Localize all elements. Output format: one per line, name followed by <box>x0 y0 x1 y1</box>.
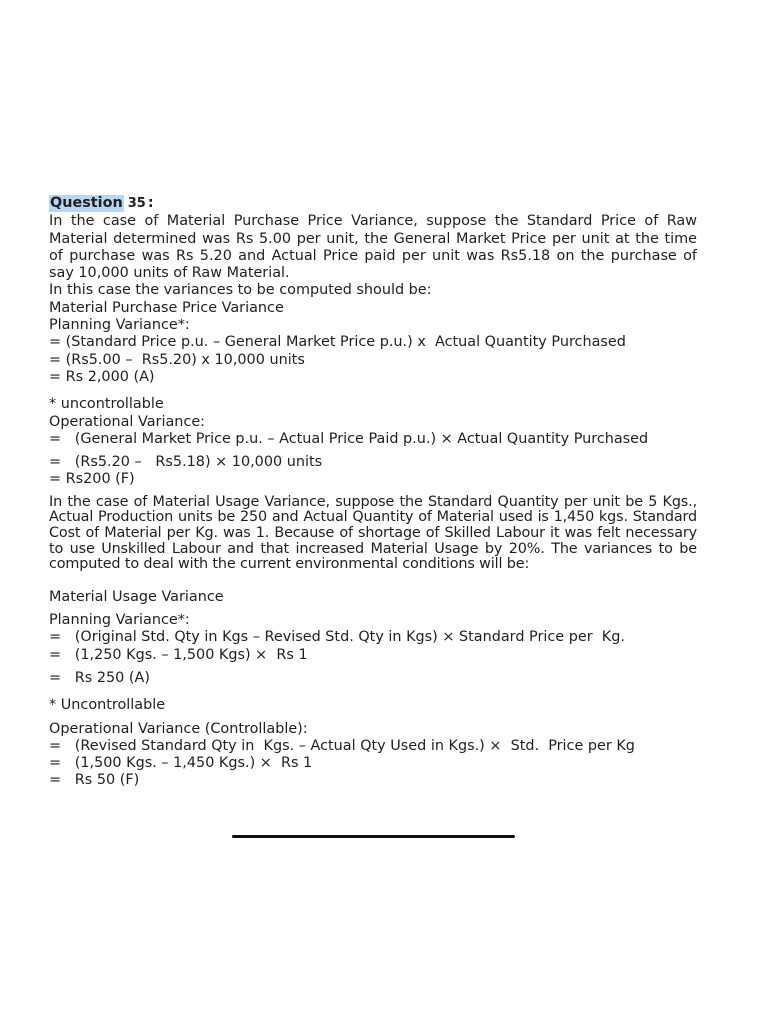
purchase-planning-heading: Planning Variance*: <box>49 317 190 334</box>
purchase-operational-heading: Operational Variance: <box>49 413 206 430</box>
usage-planning-heading: Planning Variance*: <box>49 612 190 629</box>
purchase-planning-line: = (Rs5.00 – Rs5.20) x 10,000 units <box>49 351 305 368</box>
usage-operational-line: = (Revised Standard Qty in Kgs. – Actual Qty Used in Kgs.) × Std. Price per Kg <box>49 737 635 754</box>
usage-operational-heading: Operational Variance (Controllable): <box>49 720 308 737</box>
usage-planning-line: = Rs 250 (A) <box>49 669 150 686</box>
usage-planning-line: = (1,250 Kgs. – 1,500 Kgs) × Rs 1 <box>49 646 308 663</box>
usage-planning-line: = (Original Std. Qty in Kgs – Revised Std. Qty in Kgs) × Standard Price per Kg. <box>49 629 625 646</box>
purchase-footnote: * uncontrollable <box>49 396 164 413</box>
question-label-highlighted: Question <box>50 195 123 211</box>
usage-operational-line: = Rs 50 (F) <box>49 772 140 789</box>
usage-intro-paragraph: In the case of Material Usage Variance, suppose the Standard Quantity per unit be 5 Kgs., Actual Production units be 250 and Actual Quantity of Material used is 1,450 kgs. Standard Cost of Material per Kg. was 1. Because of shortage of Skilled Labour it was felt necessary to use Unskilled Labour and that increased Material Usage by 20%. The variances to be computed to deal with the current environmental conditions will be: <box>49 493 697 573</box>
question-colon: : <box>147 195 154 211</box>
document-body <box>49 195 697 790</box>
usage-footnote: * Uncontrollable <box>49 697 166 714</box>
purchase-planning-line: = Rs 2,000 (A) <box>49 368 155 385</box>
intro-paragraph: In the case of Material Purchase Price Variance, suppose the Standard Price of Raw Material determined was Rs 5.00 per unit, the General Market Price per unit at the time of purchase was Rs 5.20 and Actual Price paid per unit was Rs5.18 on the purchase of say 10,000 units of Raw Material. <box>49 213 697 282</box>
purchase-operational-line: = (Rs5.20 – Rs5.18) × 10,000 units <box>49 454 323 471</box>
purchase-section-title: Material Purchase Price Variance <box>49 299 284 316</box>
usage-operational-line: = (1,500 Kgs. – 1,450 Kgs.) × Rs 1 <box>49 755 313 772</box>
purchase-operational-line: = Rs200 (F) <box>49 471 135 488</box>
purchase-planning-line: = (Standard Price p.u. – General Market Price p.u.) x Actual Quantity Purchased <box>49 334 626 351</box>
usage-section-title: Material Usage Variance <box>49 588 224 605</box>
purchase-lead-text: In this case the variances to be computed should be: <box>49 282 432 299</box>
question-number: 35 <box>127 196 146 211</box>
bottom-divider-bar <box>232 835 515 838</box>
question-heading <box>49 195 697 212</box>
purchase-operational-line: = (General Market Price p.u. – Actual Price Paid p.u.) × Actual Quantity Purchased <box>49 430 649 447</box>
